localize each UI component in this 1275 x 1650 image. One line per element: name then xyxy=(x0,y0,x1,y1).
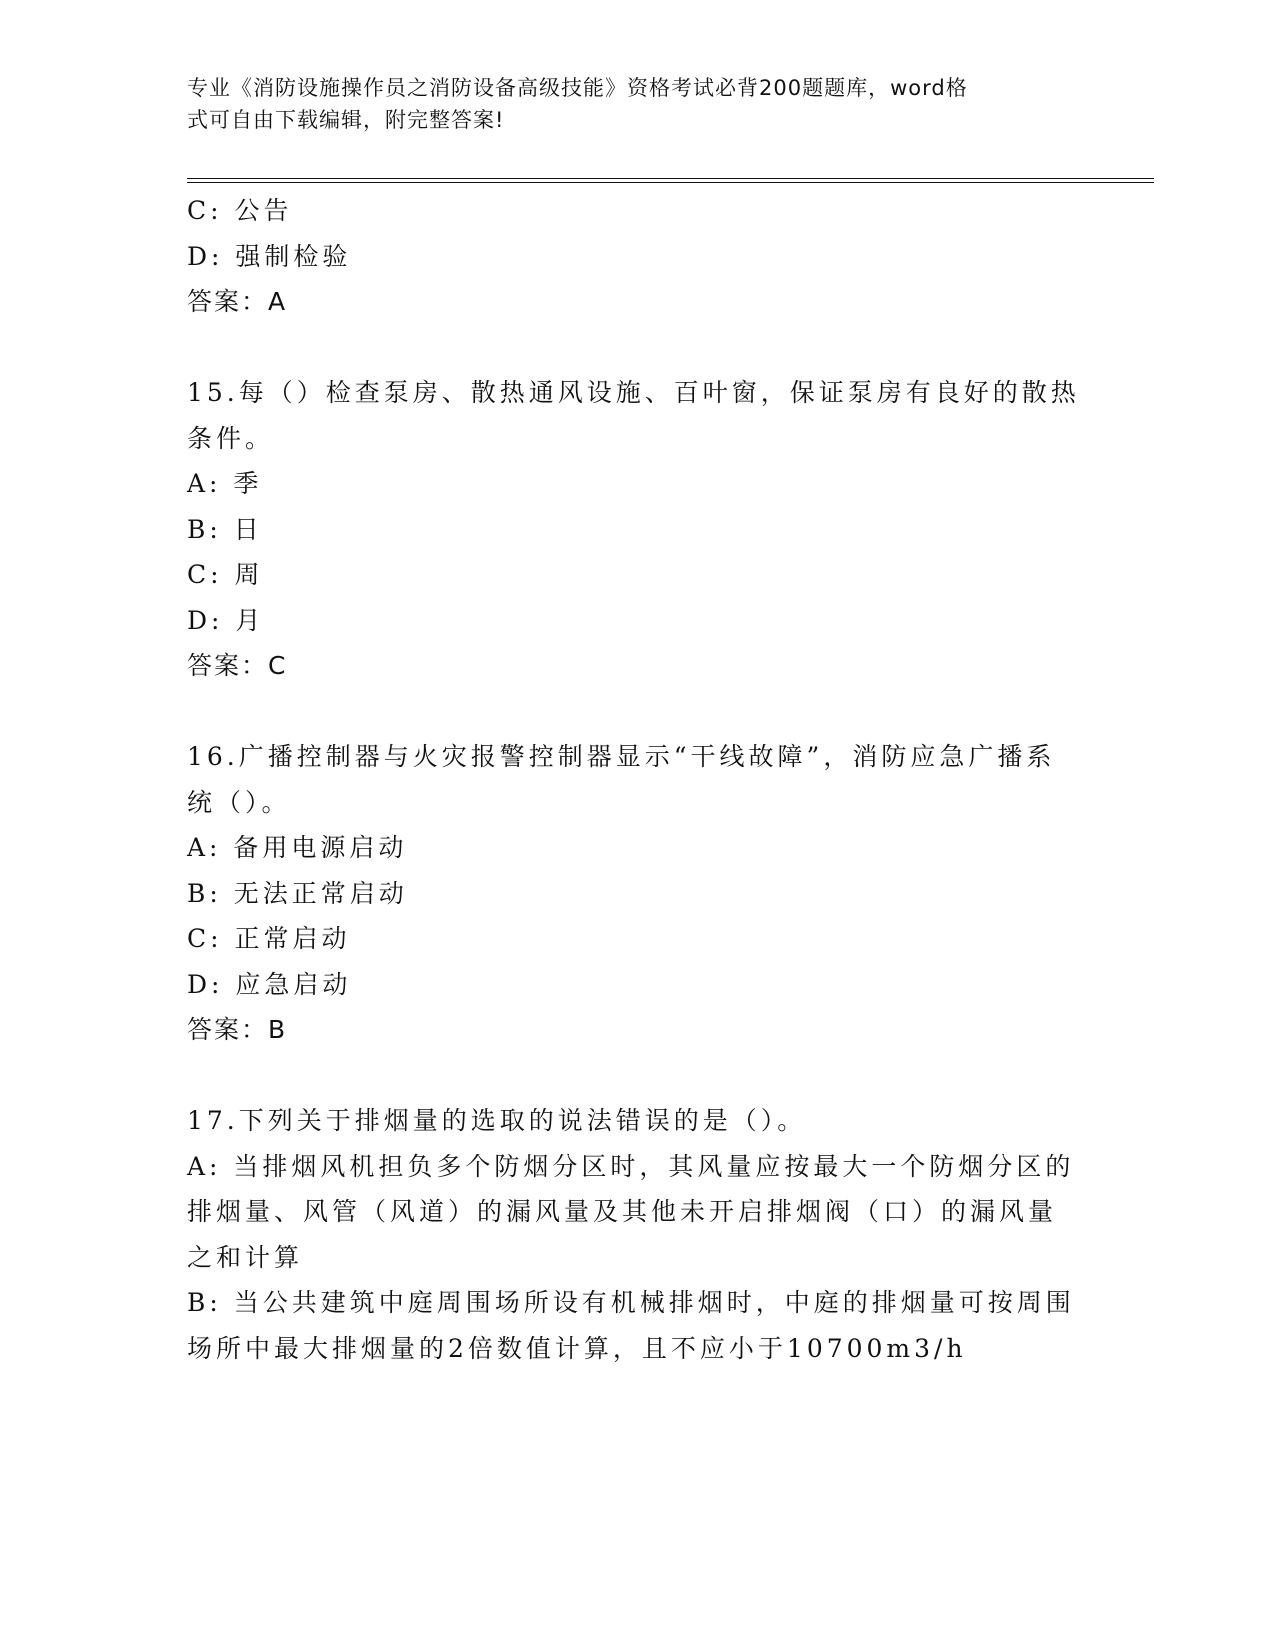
option-d: D: 应急启动 xyxy=(187,969,352,999)
option-d: D: 月 xyxy=(187,605,265,635)
spacer xyxy=(187,689,1067,735)
header-line-2: 式可自由下载编辑，附完整答案! xyxy=(187,108,505,132)
document-header xyxy=(187,72,1067,136)
header-divider xyxy=(187,178,1154,183)
question-15 xyxy=(187,370,1080,689)
option-b-line: 场所中最大排烟量的2倍数值计算，且不应小于10700m3/h xyxy=(187,1333,967,1363)
option-b: B: 日 xyxy=(187,514,263,544)
answer-line: 答案：C xyxy=(187,651,288,680)
question-stem-line: 17.下列关于排烟量的选取的说法错误的是（）。 xyxy=(187,1106,807,1135)
question-list xyxy=(187,188,1080,1371)
option-a-line: 之和计算 xyxy=(187,1242,304,1272)
option-b: B: 无法正常启动 xyxy=(187,878,408,908)
question-stem-line: 15.每（）检查泵房、散热通风设施、百叶窗，保证泵房有良好的散热 xyxy=(187,378,1080,407)
option-a: A: 备用电源启动 xyxy=(187,833,408,862)
spacer xyxy=(187,325,1067,371)
option-c: C: 公告 xyxy=(187,196,293,225)
option-b-line: B: 当公共建筑中庭周围场所设有机械排烟时，中庭的排烟量可按周围 xyxy=(187,1288,1075,1317)
question-stem-line: 16.广播控制器与火灾报警控制器显示“干线故障”，消防应急广播系 xyxy=(187,742,1056,771)
answer-line: 答案：B xyxy=(187,1015,288,1044)
header-line-1: 专业《消防设施操作员之消防设备高级技能》资格考试必背200题题库，word格 xyxy=(187,76,968,100)
option-a-line: 排烟量、风管（风道）的漏风量及其他未开启排烟阀（口）的漏风量 xyxy=(187,1197,1058,1226)
option-a-line: A: 当排烟风机担负多个防烟分区时，其风量应按最大一个防烟分区的 xyxy=(187,1151,1075,1181)
question-16 xyxy=(187,734,1067,1053)
prev-question-block xyxy=(187,188,1067,325)
question-17 xyxy=(187,1098,1075,1371)
question-stem-line: 统（）。 xyxy=(187,787,291,817)
answer-line: 答案：A xyxy=(187,287,288,316)
question-stem-line: 条件。 xyxy=(187,423,275,453)
spacer xyxy=(187,1053,1067,1099)
option-c: C: 正常启动 xyxy=(187,924,351,953)
option-a: A: 季 xyxy=(187,469,263,498)
option-c: C: 周 xyxy=(187,560,264,589)
option-d: D: 强制检验 xyxy=(187,241,352,271)
